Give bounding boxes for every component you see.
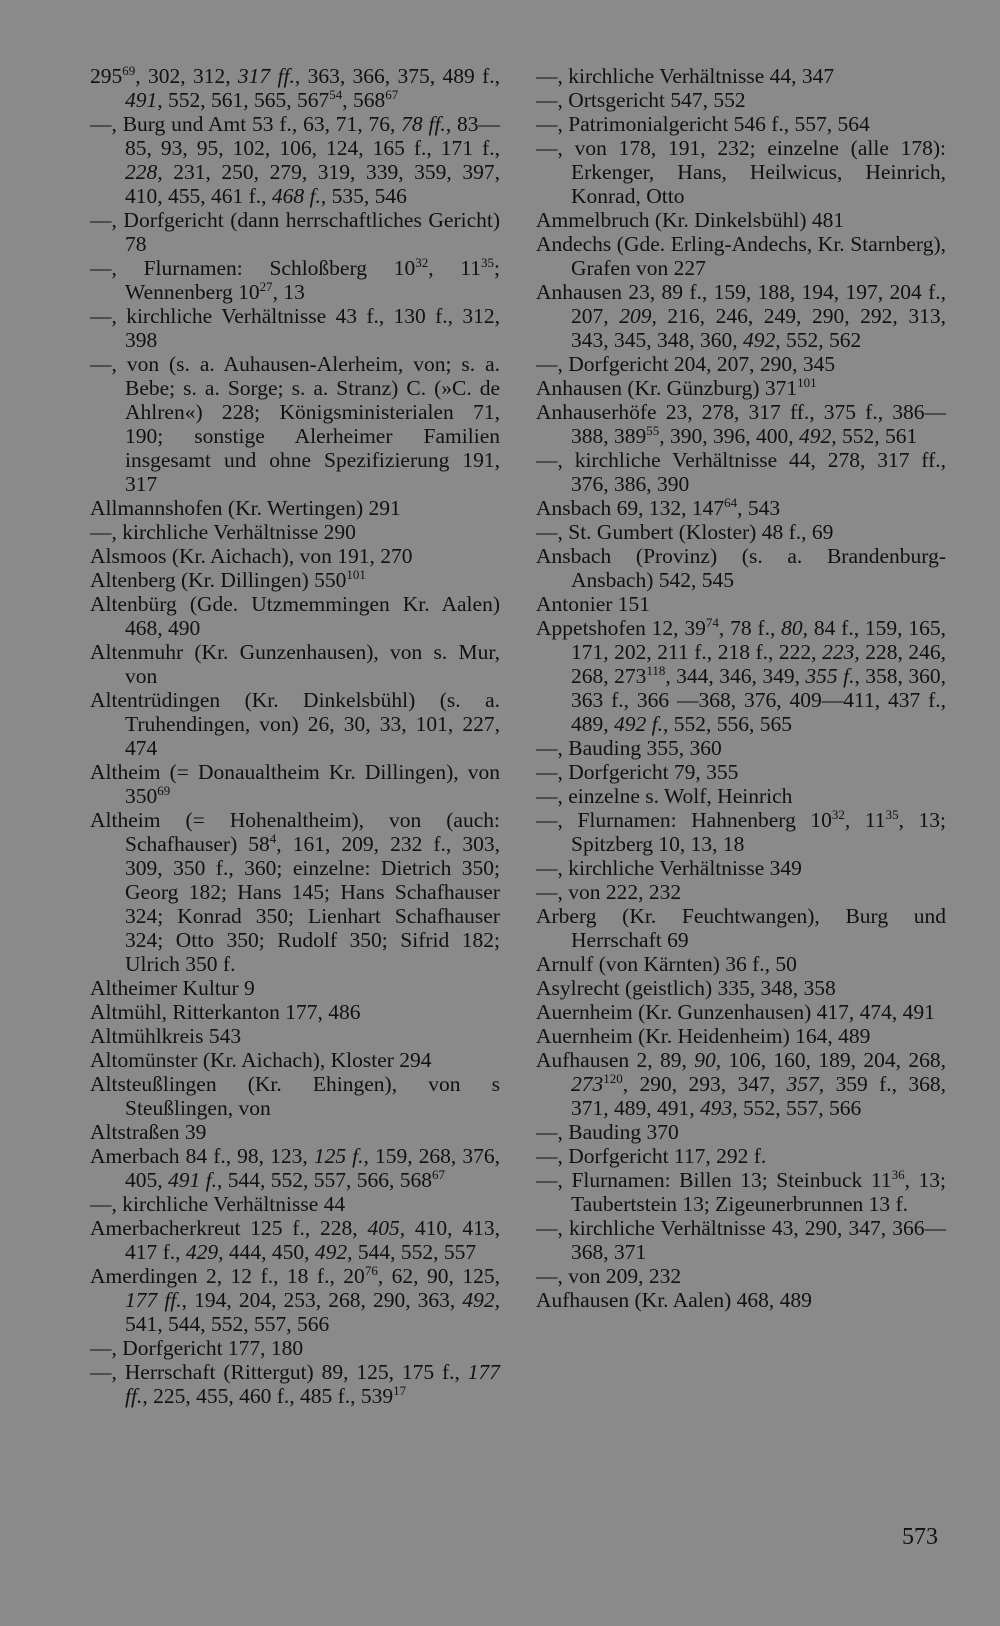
index-entry: Altenmuhr (Kr. Gunzenhausen), von s. Mur, von bbox=[90, 640, 500, 688]
index-entry: Anhausen 23, 89 f., 159, 188, 194, 197, 204 f., 207, 209, 216, 246, 249, 290, 292, 313, 343, 345, 348, 360, 492, 552, 562 bbox=[536, 280, 947, 352]
index-column-right bbox=[536, 64, 946, 1312]
index-entry: Allmannshofen (Kr. Wertingen) 291 bbox=[90, 496, 401, 520]
index-entry: Auernheim (Kr. Gunzenhausen) 417, 474, 491 bbox=[536, 1000, 935, 1024]
index-entry: —, Flurnamen: Schloßberg $10^{32}$, $11^{35}$; Wennenberg $10^{27}$, 13 bbox=[90, 255, 500, 304]
index-entry: —, kirchliche Verhältnisse 44 bbox=[90, 1192, 346, 1216]
index-entry: Antonier 151 bbox=[536, 592, 651, 616]
index-entry: —, Flurnamen: Hahnenberg $10^{32}$, $11^{35}$, 13; Spitzberg 10, 13, 18 bbox=[536, 807, 946, 856]
index-entry: —, Ortsgericht 547, 552 bbox=[536, 88, 746, 112]
index-entry: Amerdingen 2, 12 f., 18 f., $20^{76}$, 62, 90, 125, 177 ff., 194, 204, 253, 268, 290, 363, 492, 541, 544, 552, 557, 566 bbox=[90, 1263, 501, 1336]
index-entry: —, kirchliche Verhältnisse 44, 347 bbox=[536, 64, 835, 88]
index-entry: Altmühlkreis 543 bbox=[90, 1024, 242, 1048]
index-entry: —, Dorfgericht 79, 355 bbox=[536, 760, 739, 784]
index-entry: Ansbach 69, 132, $147^{64}$, 543 bbox=[536, 495, 781, 520]
index-entry: Altstraßen 39 bbox=[90, 1120, 207, 1144]
index-entry: —, von (s. a. Auhausen-Alerheim, von; s. a. Bebe; s. a. Sorge; s. a. Stranz) C. (»C. de Ahlren«) 228; Königsministerialen 71, 190; sonstige Alerheimer Familien insgesamt und ohne Spezifizierung 191, 317 bbox=[90, 352, 500, 496]
index-entry: Arnulf (von Kärnten) 36 f., 50 bbox=[536, 952, 797, 976]
index-entry: —, St. Gumbert (Kloster) 48 f., 69 bbox=[536, 520, 834, 544]
index-entry: Altheim (= Hohenaltheim), von (auch: Schafhauser) $58^4$, 161, 209, 232 f., 303, 309, 350 f., 360; einzelne: Dietrich 350; Georg 182; Hans 145; Hans Schafhauser 324; Konrad 350; Lienhart Schafhauser 324; Otto 350; Rudolf 350; Sifrid 182; Ulrich 350 f. bbox=[90, 808, 500, 976]
index-entry: Arberg (Kr. Feuchtwangen), Burg und Herrschaft 69 bbox=[536, 904, 946, 952]
index-entry: —, Bauding 355, 360 bbox=[536, 736, 722, 760]
index-column-left bbox=[90, 64, 500, 1408]
index-entry: Ansbach (Provinz) (s. a. Brandenburg-Ansbach) 542, 545 bbox=[536, 544, 946, 592]
index-entry: Anhausen (Kr. Günzburg) $371^{101}$ bbox=[536, 375, 817, 400]
index-entry: Altentrüdingen (Kr. Dinkelsbühl) (s. a. Truhendingen, von) 26, 30, 33, 101, 227, 474 bbox=[90, 688, 500, 760]
index-entry: Andechs (Gde. Erling-Andechs, Kr. Starnberg), Grafen von 227 bbox=[536, 232, 946, 280]
index-entry: $295^{69}$, 302, 312, 317 ff., 363, 366, 375, 489 f., 491, 552, 561, 565, $567^{54}$, $568^{67}$ bbox=[90, 63, 500, 112]
index-entry: Asylrecht (geistlich) 335, 348, 358 bbox=[536, 976, 836, 1000]
index-entry: —, von 178, 191, 232; einzelne (alle 178): Erkenger, Hans, Heilwicus, Heinrich, Konrad, Otto bbox=[536, 136, 946, 208]
index-entry: —, von 222, 232 bbox=[536, 880, 682, 904]
index-entry: Altomünster (Kr. Aichach), Kloster 294 bbox=[90, 1048, 432, 1072]
index-entry: Altheimer Kultur 9 bbox=[90, 976, 255, 1000]
index-entry: Appetshofen 12, $39^{74}$, 78 f., 80, 84 f., 159, 165, 171, 202, 211 f., 218 f., 222, 223, 228, 246, 268, $273^{118}$, 344, 346, 349, 355 f., 358, 360, 363 f., 366 —368, 376, 409—411, 437 f., 489, 492 f., 552, 556, 565 bbox=[536, 615, 947, 736]
index-entry: —, kirchliche Verhältnisse 43, 290, 347, 366—368, 371 bbox=[536, 1216, 946, 1264]
index-entry: Aufhausen 2, 89, 90, 106, 160, 189, 204, 268, $273^{120}$, 290, 293, 347, 357, 359 f., 368, 371, 489, 491, 493, 552, 557, 566 bbox=[536, 1048, 947, 1120]
index-entry: Aufhausen (Kr. Aalen) 468, 489 bbox=[536, 1288, 812, 1312]
index-entry: —, kirchliche Verhältnisse 43 f., 130 f., 312, 398 bbox=[90, 304, 500, 352]
index-entry: —, kirchliche Verhältnisse 44, 278, 317 ff., 376, 386, 390 bbox=[536, 448, 946, 496]
index-entry: Amerbacherkreut 125 f., 228, 405, 410, 413, 417 f., 429, 444, 450, 492, 544, 552, 557 bbox=[90, 1216, 500, 1264]
index-entry: —, Dorfgericht 117, 292 f. bbox=[536, 1144, 767, 1168]
index-entry: —, Burg und Amt 53 f., 63, 71, 76, 78 ff., 83—85, 93, 95, 102, 106, 124, 165 f., 171 f., 228, 231, 250, 279, 319, 339, 359, 397, 410, 455, 461 f., 468 f., 535, 546 bbox=[90, 112, 501, 208]
index-entry: Altmühl, Ritterkanton 177, 486 bbox=[90, 1000, 361, 1024]
index-entry: —, Dorfgericht (dann herrschaftliches Gericht) 78 bbox=[90, 208, 500, 256]
index-entry: Anhauserhöfe 23, 278, 317 ff., 375 f., 386—388, $389^{55}$, 390, 396, 400, 492, 552, 561 bbox=[536, 400, 946, 448]
index-entry: Altheim (= Donaualtheim Kr. Dillingen), von $350^{69}$ bbox=[90, 760, 500, 808]
index-entry: —, einzelne s. Wolf, Heinrich bbox=[536, 784, 793, 808]
index-entry: —, Herrschaft (Rittergut) 89, 125, 175 f., 177 ff., 225, 455, 460 f., 485 f., $539^{17}$ bbox=[90, 1360, 500, 1408]
page-number: 573 bbox=[902, 1524, 938, 1550]
index-entry: —, Dorfgericht 177, 180 bbox=[90, 1336, 304, 1360]
index-entry: —, Patrimonialgericht 546 f., 557, 564 bbox=[536, 112, 870, 136]
index-entry: Altenbürg (Gde. Utzmemmingen Kr. Aalen) 468, 490 bbox=[90, 592, 500, 640]
index-entry: —, kirchliche Verhältnisse 349 bbox=[536, 856, 802, 880]
index-entry: Altenberg (Kr. Dillingen) $550^{101}$ bbox=[90, 567, 366, 592]
index-entry: Ammelbruch (Kr. Dinkelsbühl) 481 bbox=[536, 208, 845, 232]
index-entry: Auernheim (Kr. Heidenheim) 164, 489 bbox=[536, 1024, 871, 1048]
index-entry: Altsteußlingen (Kr. Ehingen), von s Steußlingen, von bbox=[90, 1072, 500, 1120]
index-entry: —, Flurnamen: Billen 13; Steinbuck $11^{36}$, 13; Taubertstein 13; Zigeunerbrunnen 13 f. bbox=[536, 1167, 946, 1216]
index-entry: Alsmoos (Kr. Aichach), von 191, 270 bbox=[90, 544, 413, 568]
index-entry: —, Dorfgericht 204, 207, 290, 345 bbox=[536, 352, 836, 376]
index-entry: —, Bauding 370 bbox=[536, 1120, 679, 1144]
index-entry: Amerbach 84 f., 98, 123, 125 f., 159, 268, 376, 405, 491 f., 544, 552, 557, 566, $568^{67}$ bbox=[90, 1144, 501, 1192]
index-entry: —, kirchliche Verhältnisse 290 bbox=[90, 520, 356, 544]
index-entry: —, von 209, 232 bbox=[536, 1264, 682, 1288]
